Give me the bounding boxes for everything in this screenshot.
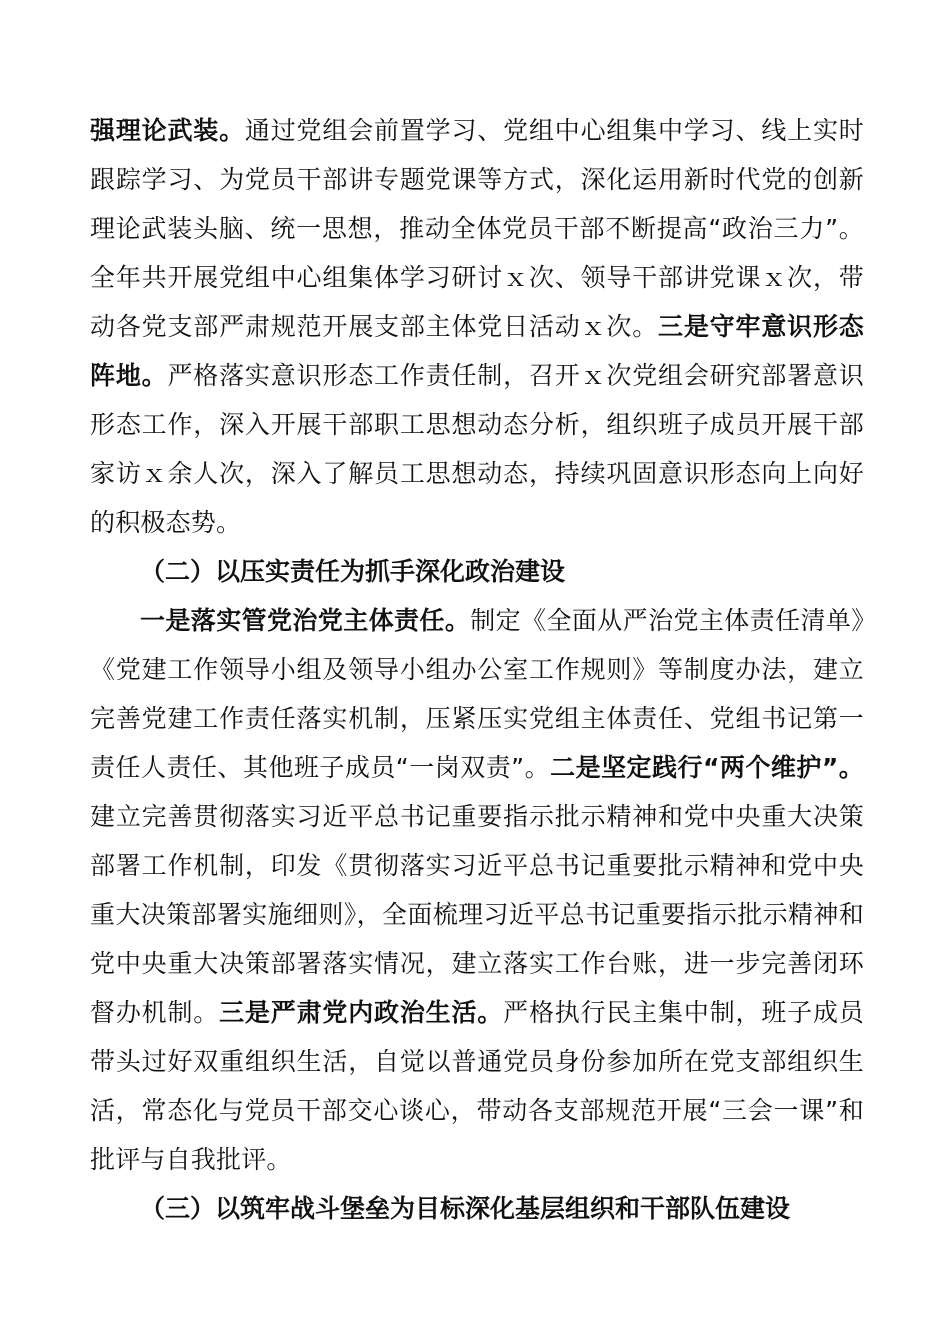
- section-heading-3: （三）以筑牢战斗堡垒为目标深化基层组织和干部队伍建设: [140, 1194, 791, 1223]
- paragraph-theory-arming: [90, 106, 864, 547]
- body-text: 通过党组会前置学习、党组中心组集中学习、线上实时跟踪学习、为党员干部讲专题党课等方式，深化运用新时代党的创新理论武装头脑、统一思想，推动全体党员干部不断提高“政治三力”。全年共开展党组中心组集体学习研讨ｘ次、领导干部讲党课ｘ次，带动各党支部严肃规范开展支部主体党日活动ｘ次。: [90, 116, 864, 341]
- paragraph-political-building: [90, 596, 864, 1184]
- body-text: 制定《全面从严治党主体责任清单》《党建工作领导小组及领导小组办公室工作规则》等制度办法，建立完善党建工作责任落实机制，压紧压实党组主体责任、党组书记第一责任人责任、其他班子成员“一岗双责”。: [90, 606, 864, 782]
- bold-lead-political-life: 三是严肃党内政治生活。: [219, 998, 504, 1027]
- bold-lead-theory: 强理论武装。: [90, 116, 245, 145]
- bold-lead-two-safeguards: 二是坚定践行“两个维护”。: [550, 753, 864, 782]
- bold-lead-ideology: 三是守牢意识形态阵地。: [90, 312, 864, 390]
- section-heading-2: （二）以压实责任为抓手深化政治建设: [140, 557, 566, 586]
- body-text: 建立完善贯彻落实习近平总书记重要指示批示精神和党中央重大决策部署工作机制，印发《贯彻落实习近平总书记重要批示精神和党中央重大决策部署实施细则》，全面梳理习近平总书记重要指示批示精神和党中央重大决策部署落实情况，建立落实工作台账，进一步完善闭环督办机制。: [90, 802, 864, 1027]
- body-text: 严格执行民主集中制，班子成员带头过好双重组织生活，自觉以普通党员身份参加所在党支部组织生活，常态化与党员干部交心谈心，带动各支部规范开展“三会一课”和批评与自我批评。: [90, 998, 864, 1174]
- bold-lead-responsibility: 一是落实管党治党主体责任。: [140, 606, 471, 635]
- body-text: 严格落实意识形态工作责任制，召开ｘ次党组会研究部署意识形态工作，深入开展干部职工思想动态分析，组织班子成员开展干部家访ｘ余人次，深入了解员工思想动态，持续巩固意识形态向上向好的积极态势。: [90, 361, 864, 537]
